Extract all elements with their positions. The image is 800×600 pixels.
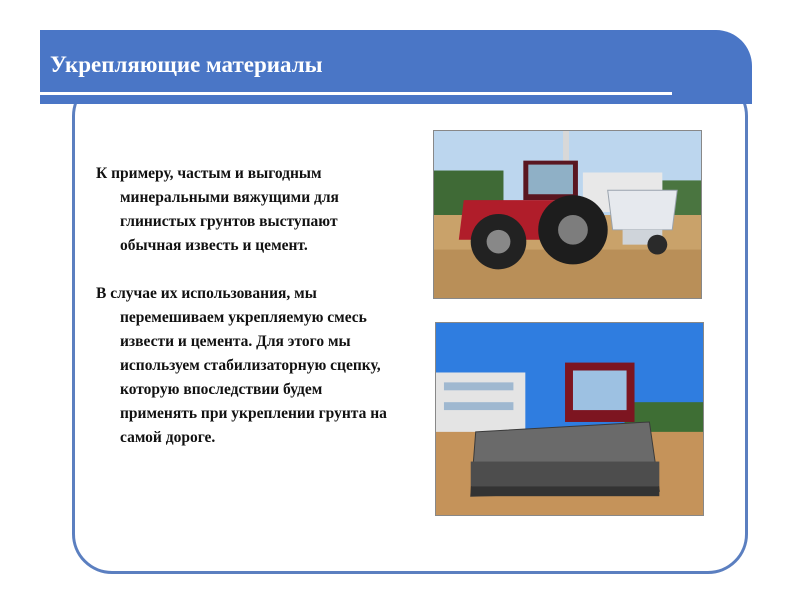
body-text [96,162,396,474]
paragraph-1: К примеру, частым и выгодным минеральными вяжущими для глинистых грунтов выступают обычная известь и цемент. [96,165,339,254]
title-underline [40,92,672,95]
paragraph-2: В случае их использования, мы перемешиваем укрепляемую смесь извести и цемента. Для этого мы используем стабилизаторную сцепку, которую впоследствии будем применять при укреплении грунта на самой дороге. [96,285,387,446]
tractor-with-spreader-photo [433,130,702,299]
slide-title: Укрепляющие материалы [50,52,323,77]
tractor-with-stabilizer-attachment-photo [435,322,704,516]
